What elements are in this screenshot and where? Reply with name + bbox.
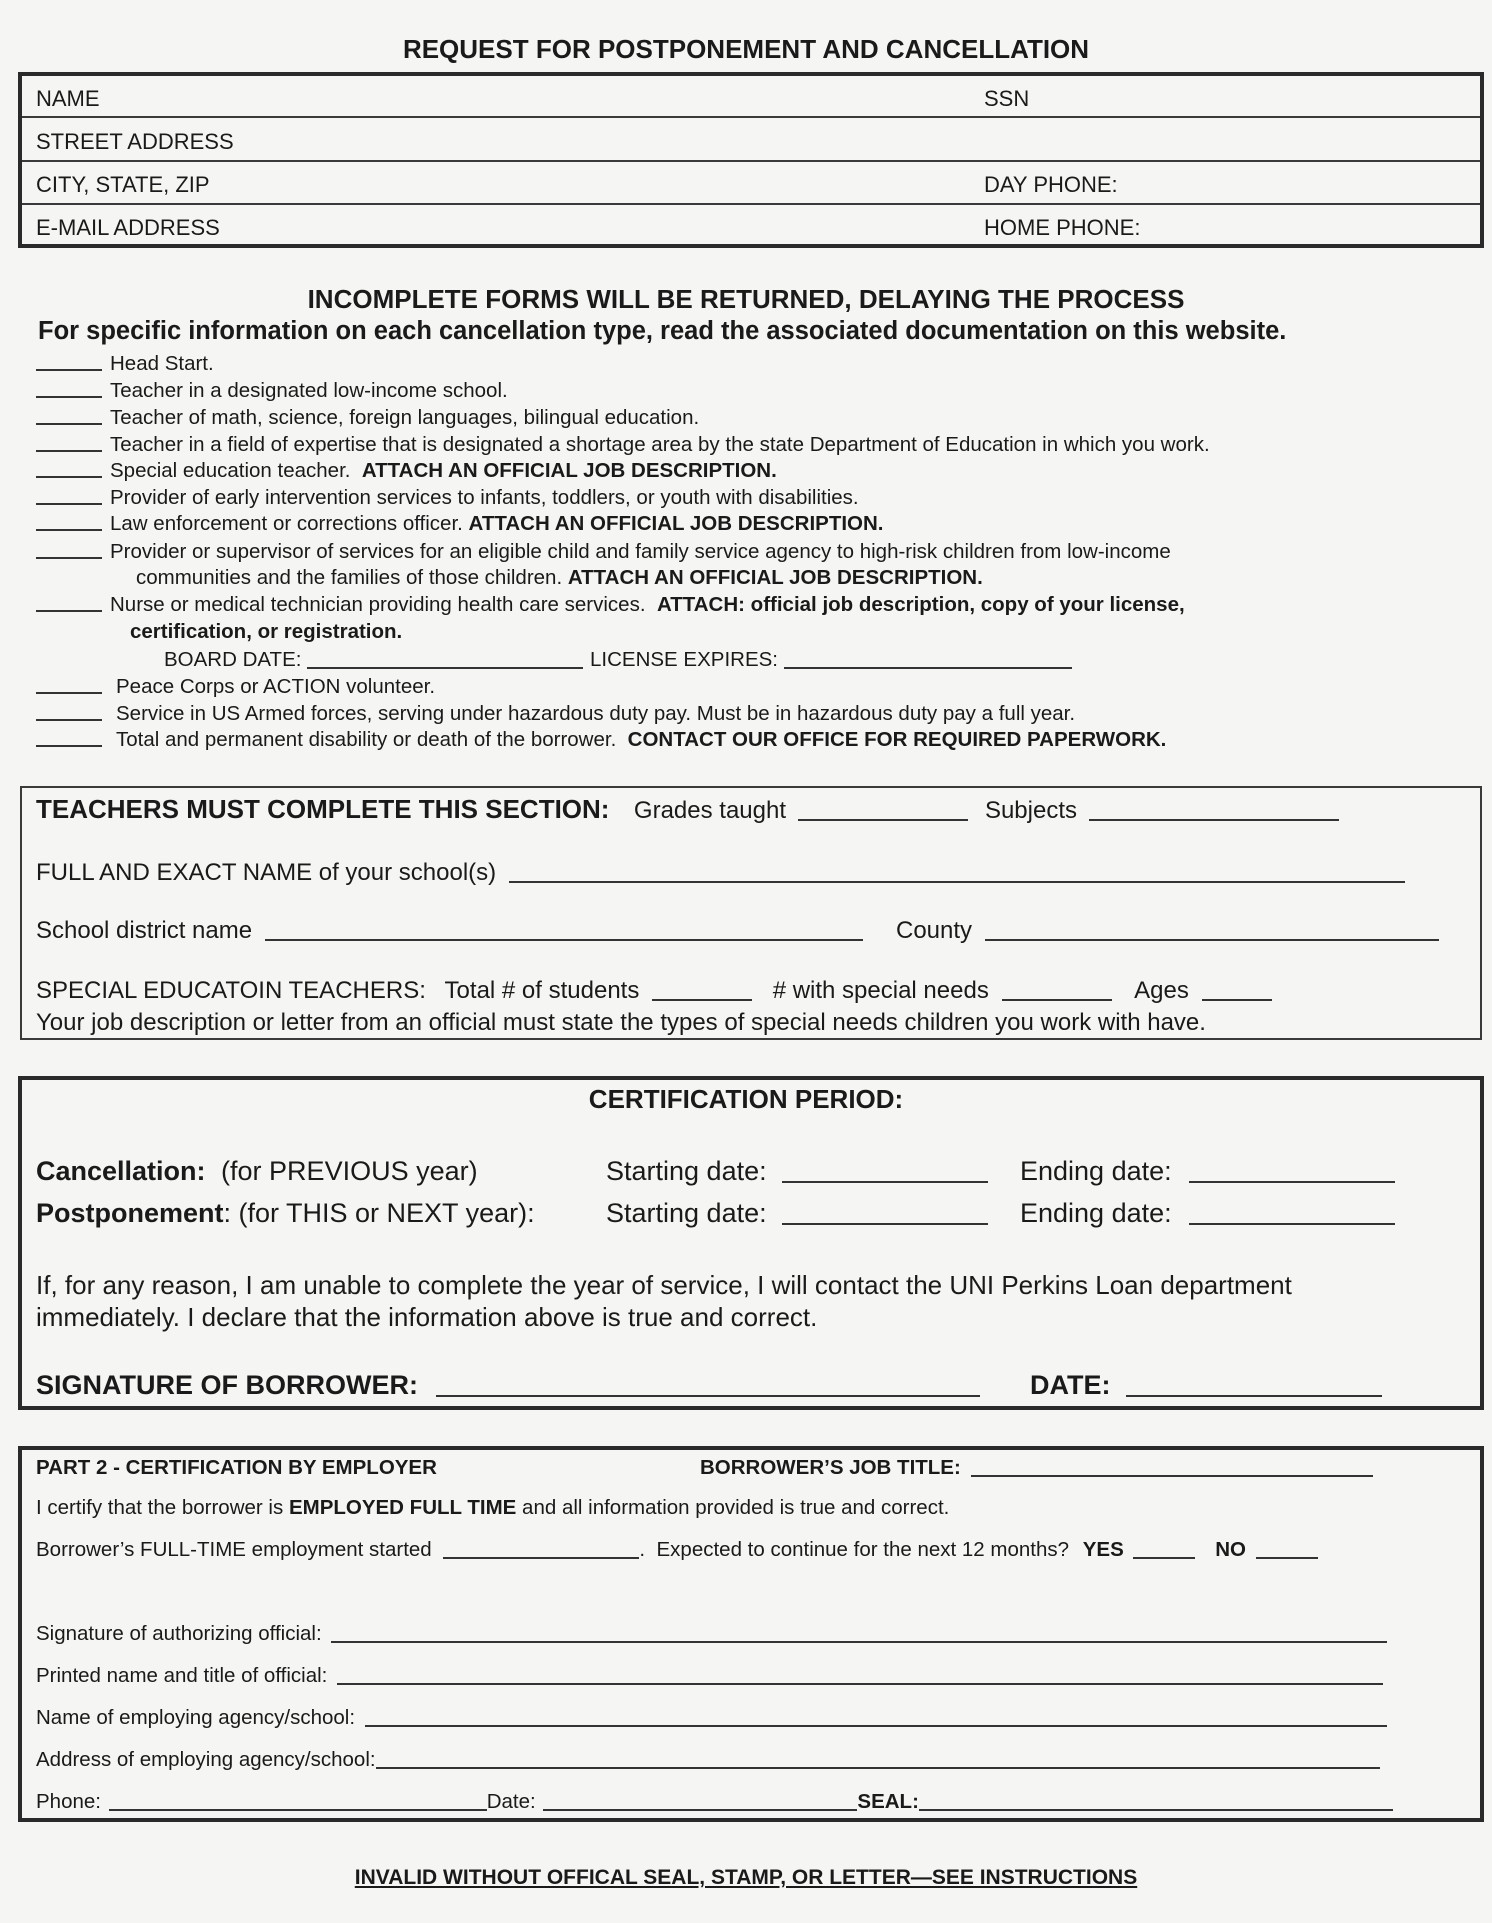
type-option-math-science-teacher[interactable]: Teacher of math, science, foreign languages, bilingual education. xyxy=(36,406,699,430)
total-students-blank[interactable] xyxy=(652,979,752,1001)
type-option-family-service-agency[interactable]: Provider or supervisor of services for an eligible child and family service agency to high-risk children from low-income xyxy=(36,540,1171,564)
county-field[interactable] xyxy=(896,917,1439,945)
type-option-special-ed-teacher[interactable]: Special education teacher. ATTACH AN OFFICIAL JOB DESCRIPTION. xyxy=(36,459,777,483)
cancellation-note: (for PREVIOUS year) xyxy=(221,1156,478,1186)
official-signature-label: Signature of authorizing official: xyxy=(36,1622,322,1645)
school-district-label: School district name xyxy=(36,917,253,944)
license-expires-field[interactable]: LICENSE EXPIRES: xyxy=(590,647,1072,672)
borrower-date-label: DATE: xyxy=(1030,1370,1111,1400)
cancellation-row xyxy=(36,1156,478,1187)
checkbox-blank[interactable] xyxy=(36,380,102,398)
subjects-blank[interactable] xyxy=(1089,799,1339,821)
checkbox-blank[interactable] xyxy=(36,434,102,452)
seal-blank[interactable] xyxy=(919,1791,1393,1811)
school-name-label: FULL AND EXACT NAME of your school(s) xyxy=(36,859,497,886)
street-address-label: STREET ADDRESS xyxy=(36,129,234,154)
day-phone-label: DAY PHONE: xyxy=(984,172,1118,197)
employment-start-row xyxy=(36,1538,1318,1562)
special-ed-label: SPECIAL EDUCATOIN TEACHERS: xyxy=(36,977,426,1004)
checkbox-blank[interactable] xyxy=(36,460,102,478)
cancellation-end-blank[interactable] xyxy=(1189,1161,1395,1183)
declaration-line-2: immediately. I declare that the information above is true and correct. xyxy=(36,1302,818,1332)
type-option-head-start[interactable]: Head Start. xyxy=(36,352,214,376)
row-divider xyxy=(22,160,1480,162)
ages-label: Ages xyxy=(1134,977,1189,1004)
checkbox-blank[interactable] xyxy=(36,487,102,505)
checkbox-blank[interactable] xyxy=(36,407,102,425)
subjects-label: Subjects xyxy=(984,797,1077,824)
checkbox-blank[interactable] xyxy=(36,703,102,721)
agency-name-field[interactable] xyxy=(36,1706,1387,1730)
checkbox-blank[interactable] xyxy=(36,729,102,747)
agency-address-blank[interactable] xyxy=(376,1749,1380,1769)
postponement-start-blank[interactable] xyxy=(782,1203,988,1225)
postponement-end-field[interactable] xyxy=(1020,1198,1395,1229)
declaration-line-1: If, for any reason, I am unable to complete the year of service, I will contact the UNI Perkins Loan department xyxy=(36,1270,1292,1300)
nurse-continuation: certification, or registration. xyxy=(130,620,403,643)
yes-label: YES xyxy=(1082,1538,1124,1561)
borrower-signature-label: SIGNATURE OF BORROWER: xyxy=(36,1370,418,1400)
county-label: County xyxy=(896,917,973,944)
starting-date-label: Starting date: xyxy=(606,1198,767,1228)
date-blank[interactable] xyxy=(543,1791,857,1811)
agency-name-blank[interactable] xyxy=(365,1707,1387,1727)
home-phone-label: HOME PHONE: xyxy=(984,215,1141,240)
postponement-start-field[interactable] xyxy=(606,1198,988,1229)
phone-label: Phone: xyxy=(36,1790,101,1813)
type-option-armed-forces[interactable]: Service in US Armed forces, serving under hazardous duty pay. Must be in hazardous duty pay a full year. xyxy=(36,702,1075,726)
board-date-field[interactable]: BOARD DATE: xyxy=(164,647,583,672)
ages-blank[interactable] xyxy=(1202,979,1272,1001)
board-date-blank[interactable] xyxy=(307,647,583,669)
agency-address-field[interactable] xyxy=(36,1748,1380,1772)
borrower-signature-blank[interactable] xyxy=(436,1375,980,1397)
street-address-field[interactable] xyxy=(36,129,234,155)
employment-started-blank[interactable] xyxy=(443,1539,639,1559)
ssn-field[interactable] xyxy=(984,86,1029,112)
postponement-note: : (for THIS or NEXT year): xyxy=(223,1198,535,1228)
footer-notice: INVALID WITHOUT OFFICAL SEAL, STAMP, OR LETTER—SEE INSTRUCTIONS xyxy=(354,1866,1138,1889)
cancellation-start-field[interactable] xyxy=(606,1156,988,1187)
type-option-disability-death[interactable]: Total and permanent disability or death of the borrower. CONTACT OUR OFFICE FOR REQUIRED PAPERWORK. xyxy=(36,728,1166,752)
grades-taught-label: Grades taught xyxy=(633,797,787,824)
school-district-blank[interactable] xyxy=(265,919,863,941)
official-signature-blank[interactable] xyxy=(331,1623,1387,1643)
postponement-row xyxy=(36,1198,535,1229)
type-option-nurse[interactable]: Nurse or medical technician providing health care services. ATTACH: official job description, copy of your license, xyxy=(36,593,1185,617)
city-state-zip-field[interactable] xyxy=(36,172,210,198)
employment-started-label: Borrower’s FULL-TIME employment started xyxy=(36,1538,432,1561)
row-divider xyxy=(22,203,1480,205)
checkbox-blank[interactable] xyxy=(36,541,102,559)
type-option-low-income-teacher[interactable]: Teacher in a designated low-income school. xyxy=(36,379,508,403)
cancellation-start-blank[interactable] xyxy=(782,1161,988,1183)
type-option-peace-corps[interactable]: Peace Corps or ACTION volunteer. xyxy=(36,675,435,699)
license-expires-blank[interactable] xyxy=(784,647,1072,669)
total-students-label: Total # of students xyxy=(444,977,640,1004)
borrower-signature-field[interactable] xyxy=(36,1370,980,1401)
school-district-field[interactable] xyxy=(36,917,863,945)
type-option-early-intervention[interactable]: Provider of early intervention services to infants, toddlers, or youth with disabilities. xyxy=(36,486,859,510)
ending-date-label: Ending date: xyxy=(1020,1198,1172,1228)
job-title-blank[interactable] xyxy=(971,1457,1373,1477)
postponement-end-blank[interactable] xyxy=(1189,1203,1395,1225)
home-phone-field[interactable] xyxy=(984,215,1140,241)
cancellation-end-field[interactable] xyxy=(1020,1156,1395,1187)
official-signature-field[interactable] xyxy=(36,1622,1387,1646)
checkbox-blank[interactable] xyxy=(36,676,102,694)
certification-heading: CERTIFICATION PERIOD: xyxy=(588,1084,904,1114)
special-needs-label: # with special needs xyxy=(772,977,989,1004)
certification-box xyxy=(18,1076,1484,1410)
no-blank[interactable] xyxy=(1256,1539,1318,1559)
ending-date-label: Ending date: xyxy=(1020,1156,1172,1186)
borrower-date-field[interactable] xyxy=(1030,1370,1382,1401)
yes-blank[interactable] xyxy=(1133,1539,1195,1559)
type-option-shortage-area-teacher[interactable]: Teacher in a field of expertise that is designated a shortage area by the state Department of Education in which you work. xyxy=(36,433,1210,457)
warning-heading: INCOMPLETE FORMS WILL BE RETURNED, DELAYING THE PROCESS xyxy=(307,284,1185,314)
county-blank[interactable] xyxy=(985,919,1439,941)
special-needs-blank[interactable] xyxy=(1002,979,1112,1001)
printed-name-field[interactable] xyxy=(36,1664,1383,1688)
name-label: NAME xyxy=(36,86,100,111)
continue-question: . Expected to continue for the next 12 months? xyxy=(639,1538,1070,1561)
grades-taught-blank[interactable] xyxy=(798,799,968,821)
form-title: REQUEST FOR POSTPONEMENT AND CANCELLATION xyxy=(402,34,1090,64)
agency-name-label: Name of employing agency/school: xyxy=(36,1706,356,1729)
checkbox-blank[interactable] xyxy=(36,353,102,371)
email-label: E-MAIL ADDRESS xyxy=(36,215,220,240)
ssn-label: SSN xyxy=(984,86,1030,111)
family-service-continuation: communities and the families of those children. ATTACH AN OFFICIAL JOB DESCRIPTION. xyxy=(136,566,983,589)
postponement-label: Postponement xyxy=(36,1198,224,1228)
borrower-date-blank[interactable] xyxy=(1126,1375,1382,1397)
date-label: Date: xyxy=(486,1790,536,1813)
special-ed-row xyxy=(36,977,1272,1005)
row-divider xyxy=(22,116,1480,118)
city-state-zip-label: CITY, STATE, ZIP xyxy=(36,172,210,197)
employer-certify-statement: I certify that the borrower is EMPLOYED FULL TIME and all information provided is true and correct. xyxy=(36,1496,950,1519)
school-name-field[interactable] xyxy=(36,859,1405,887)
checkbox-blank[interactable] xyxy=(36,594,102,612)
type-option-law-enforcement[interactable]: Law enforcement or corrections officer. ATTACH AN OFFICIAL JOB DESCRIPTION. xyxy=(36,512,883,536)
day-phone-field[interactable] xyxy=(984,172,1118,198)
teachers-heading-row xyxy=(36,794,1339,825)
no-label: NO xyxy=(1215,1538,1246,1561)
checkbox-blank[interactable] xyxy=(36,513,102,531)
job-title-label: BORROWER’S JOB TITLE: xyxy=(700,1456,961,1479)
teachers-heading: TEACHERS MUST COMPLETE THIS SECTION: xyxy=(36,794,610,824)
printed-name-blank[interactable] xyxy=(337,1665,1383,1685)
name-field[interactable] xyxy=(36,86,100,112)
job-title-field[interactable] xyxy=(700,1456,1373,1480)
starting-date-label: Starting date: xyxy=(606,1156,767,1186)
contact-row xyxy=(36,1790,1393,1814)
special-ed-note: Your job description or letter from an official must state the types of special needs children you work with have. xyxy=(36,1009,1206,1036)
email-field[interactable] xyxy=(36,215,220,241)
agency-address-label: Address of employing agency/school: xyxy=(36,1748,376,1771)
school-name-blank[interactable] xyxy=(509,861,1405,883)
printed-name-label: Printed name and title of official: xyxy=(36,1664,328,1687)
employer-heading: PART 2 - CERTIFICATION BY EMPLOYER xyxy=(36,1456,437,1479)
cancellation-label: Cancellation: xyxy=(36,1156,206,1186)
instruction-text: For specific information on each cancellation type, read the associated documentation on this website. xyxy=(38,317,1287,345)
phone-blank[interactable] xyxy=(109,1791,487,1811)
seal-label: SEAL: xyxy=(857,1790,919,1813)
